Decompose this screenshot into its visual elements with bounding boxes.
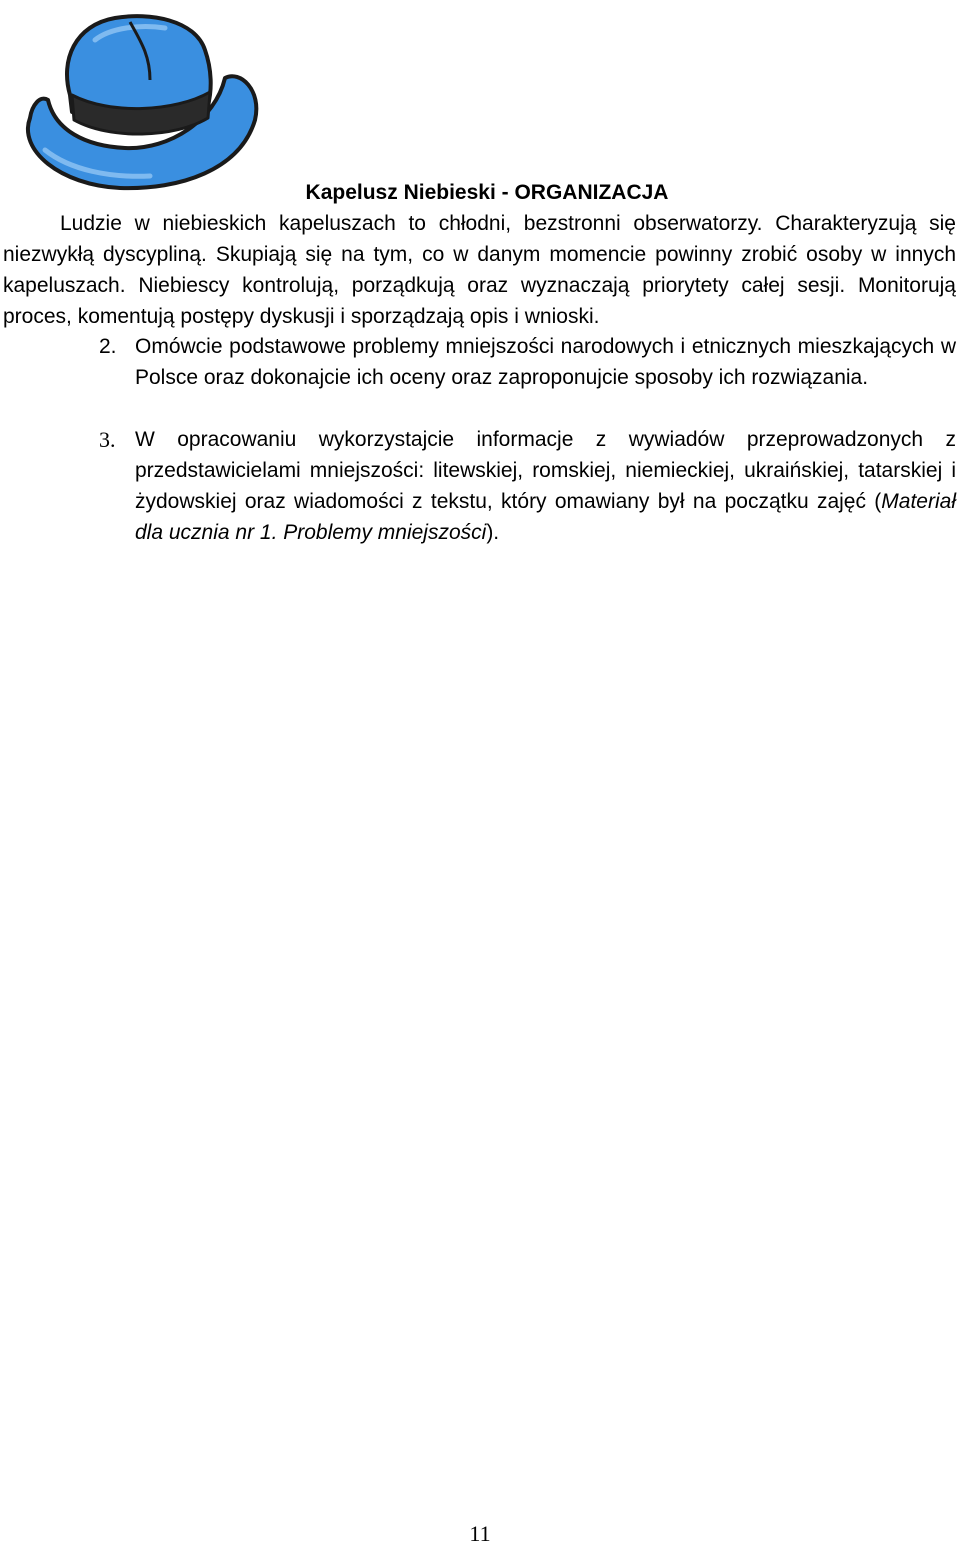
list-item-text: Omówcie podstawowe problemy mniejszości narodowych i etnicznych mieszkających w Polsce oraz dokonajcie ich oceny oraz zaproponujcie sposoby ich rozwiązania. <box>135 335 956 389</box>
list-item-text: W opracowaniu wykorzystajcie informacje z wywiadów przeprowadzonych z przedstawicielami mniejszości: litewskiej, romskiej, niemieckiej, ukraińskiej, tatarskiej i żydowskiej oraz wiadomości z tekstu, który omawiany był na początku zajęć ( <box>135 428 956 513</box>
list-item <box>3 331 956 393</box>
list-item <box>3 424 956 548</box>
material-reference: Materiał dla ucznia nr 1. Problemy mniejszości <box>135 490 956 544</box>
document-title: Kapelusz Niebieski - ORGANIZACJA <box>305 181 669 204</box>
blue-hat-icon <box>0 0 265 200</box>
page-number: 11 <box>469 1521 491 1546</box>
task-item-2 <box>3 331 956 393</box>
list-number: 3. <box>99 427 116 452</box>
list-item-text-end: ). <box>486 521 500 544</box>
list-number: 2. <box>99 335 117 358</box>
task-item-3 <box>3 424 956 548</box>
intro-paragraph: Ludzie w niebieskich kapeluszach to chłodni, bezstronni obserwatorzy. Charakteryzują się niezwykłą dyscypliną. Skupiają się na tym, co w danym momencie powinny zrobić osoby w innych kapeluszach. Niebiescy kontrolują, porządkują oraz wyznaczają priorytety całej sesji. Monitorują proces, komentują postępy dyskusji i sporządzają opis i wnioski. <box>3 212 956 328</box>
